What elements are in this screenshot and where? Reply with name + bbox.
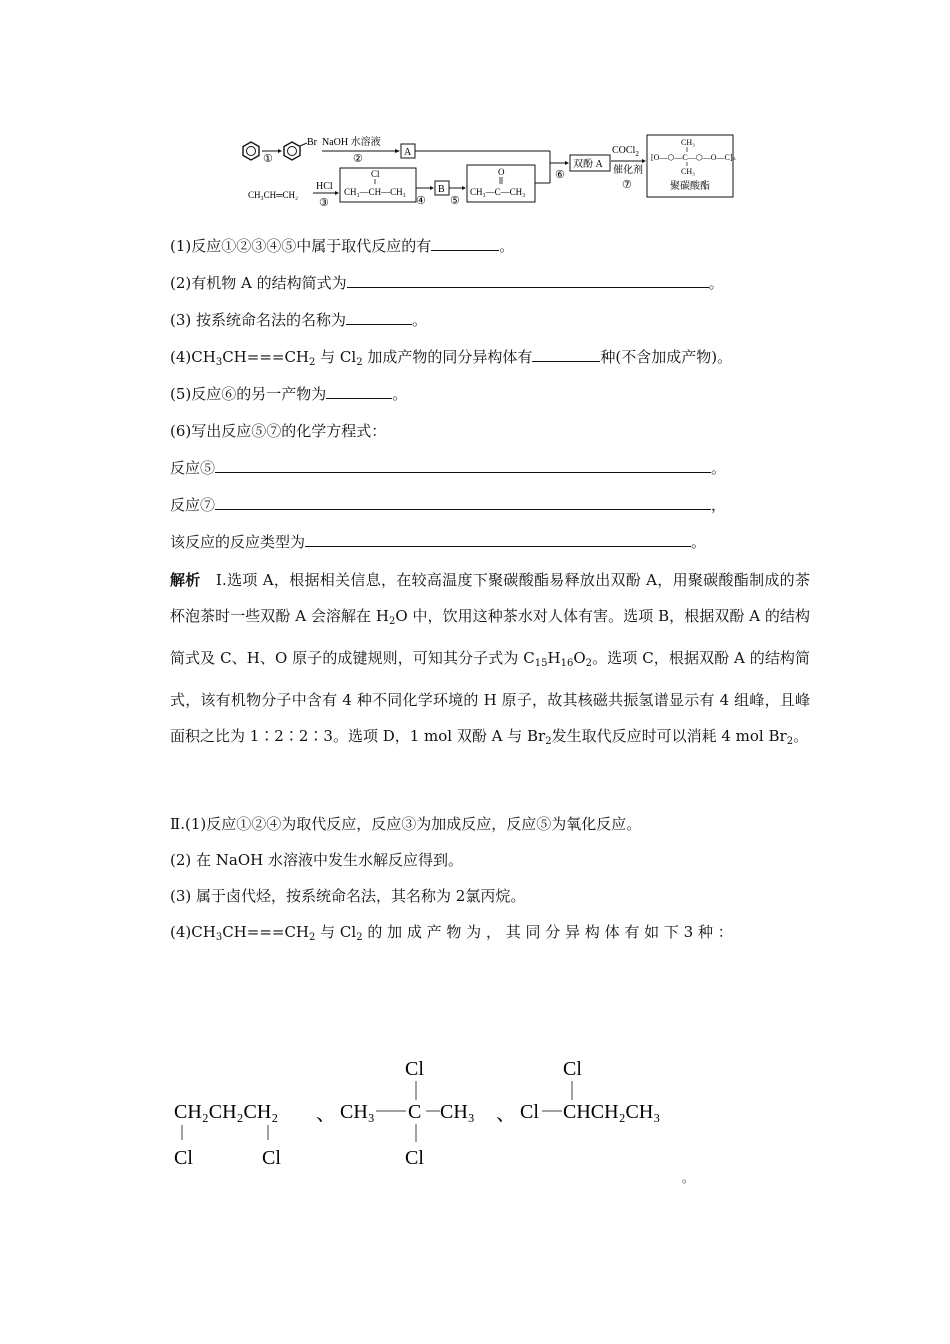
propene-label: CH₃CH═CH₂ xyxy=(248,190,299,200)
hcl-reagent: HCl xyxy=(316,181,333,192)
box-a-label: A xyxy=(404,147,412,158)
catalyst-label: 催化剂 xyxy=(613,165,643,176)
analysis-sub: 2 xyxy=(545,736,552,747)
analysis-label: 解析 xyxy=(170,571,201,589)
isomer-2-center-c: C xyxy=(408,1101,422,1123)
analysis-sub: 2 xyxy=(356,932,363,943)
analysis-sub: 16 xyxy=(560,658,574,669)
answer-blank[interactable] xyxy=(215,495,711,510)
reaction-type-line xyxy=(170,532,706,552)
step-1-label: ① xyxy=(263,153,273,165)
isomer-2-right: CH₃ xyxy=(440,1101,475,1123)
analysis-text: (2) 在 NaOH 水溶液中发生水解反应得到。 xyxy=(170,851,463,869)
analysis-text: 与 Cl xyxy=(315,923,357,941)
q4-end: 种(不含加成产物)。 xyxy=(600,348,733,366)
isomer-1-cl-left: Cl xyxy=(174,1147,193,1169)
question-1-end: 。 xyxy=(499,237,515,255)
question-1-text: (1)反应①②③④⑤中属于取代反应的有 xyxy=(170,237,432,255)
answer-blank[interactable] xyxy=(532,347,600,362)
analysis-text: 。选项 C，根据双酚 A 的结构简式，该有机物分子中含有 4 种不同化学环境的 H 原子，故其核磁共振氢谱显示有 4 组峰，且峰面积之比为 1∶2∶2∶3。选项 D，1 mol 双酚 A 与 Br xyxy=(170,649,810,745)
reaction-7-label: 反应⑦ xyxy=(170,496,216,514)
reaction-7-line xyxy=(170,495,726,515)
reaction-5-line xyxy=(170,458,726,478)
analysis-text: Ⅱ.(1)反应①②④为取代反应，反应③为加成反应，反应⑤为氧化反应。 xyxy=(170,815,642,833)
analysis-sub: 2 xyxy=(309,932,316,943)
polymer-name: 聚碳酸酯 xyxy=(670,181,710,192)
analysis-text: 发生取代反应时可以消耗 4 mol Br xyxy=(551,727,787,745)
analysis-sub: 2 xyxy=(585,658,593,669)
isomer-2-cl-bottom: Cl xyxy=(405,1147,424,1169)
answer-blank[interactable] xyxy=(347,273,709,288)
ketone-chain-label: CH₃—C—CH₃ xyxy=(470,187,526,197)
bromobenzene-ring-icon xyxy=(284,142,300,160)
question-3-text: (3) 按系统命名法的名称为 xyxy=(170,311,347,329)
analysis-text: CH===CH xyxy=(222,923,310,941)
q4-sub-1: 3 xyxy=(215,357,223,368)
naoh-reagent: NaOH 水溶液 xyxy=(322,137,381,148)
q4-sub-3: 2 xyxy=(356,357,363,368)
br-label: Br xyxy=(307,137,317,148)
chloro-cl-label: Cl xyxy=(371,169,380,179)
step-5-label: ⑤ xyxy=(450,195,460,207)
box-b-label: B xyxy=(438,184,445,195)
q4-text-1: (4)CH xyxy=(170,348,216,366)
analysis-text: (3) 属于卤代烃，按系统命名法，其名称为 2氯丙烷。 xyxy=(170,887,526,905)
question-5-end: 。 xyxy=(392,385,408,403)
answer-blank[interactable] xyxy=(215,458,711,473)
reaction-type-label: 该反应的反应类型为 xyxy=(170,533,306,551)
reaction-5-label: 反应⑤ xyxy=(170,459,216,477)
isomer-2-cl-top: Cl xyxy=(405,1058,424,1080)
analysis-sub: 3 xyxy=(215,932,223,943)
benzene-ring-icon xyxy=(243,142,259,160)
analysis-sub: 2 xyxy=(786,736,794,747)
isomer-3-cl-left: Cl xyxy=(520,1101,539,1123)
cocl2-reagent: COCl$_2$ xyxy=(612,145,639,158)
step-2-label: ② xyxy=(353,153,363,165)
analysis-text: 的 加 成 产 物 为 ， 其 同 分 异 构 体 有 如 下 3 种 ： xyxy=(362,923,733,941)
isomer-1-cl-right: Cl xyxy=(262,1147,281,1169)
question-5-text: (5)反应⑥的另一产物为 xyxy=(170,385,327,403)
analysis-line-3 xyxy=(170,850,463,870)
answer-blank[interactable] xyxy=(305,532,691,547)
polymer-ch3-bottom: CH₃ xyxy=(681,167,695,176)
step-4-label: ④ xyxy=(416,195,426,207)
q4-text-2: CH===CH xyxy=(222,348,310,366)
step-3-label: ③ xyxy=(319,197,329,209)
analysis-text: Ⅰ.选项 A，根据相关信息，在较高温度下聚碳酸酯易释放出双酚 A，用聚碳酸酯制成的茶杯泡茶时一些双酚 A 会溶解在 H xyxy=(170,571,810,625)
answer-blank[interactable] xyxy=(326,384,392,399)
ketone-o-label: O xyxy=(498,167,505,177)
end-mark: 。 xyxy=(682,1171,695,1185)
q4-text-4: 加成产物的同分异构体有 xyxy=(362,348,533,366)
question-3 xyxy=(170,310,427,330)
question-2-end: 。 xyxy=(708,274,724,292)
isomer-3-chain: CHCH₂CH₃ xyxy=(563,1101,661,1123)
reaction-5-end: 。 xyxy=(711,459,727,477)
analysis-sub: 15 xyxy=(534,658,548,669)
chloro-chain-label: CH₃—CH—CH₃ xyxy=(344,187,406,197)
isomer-structures xyxy=(170,1050,710,1190)
reaction-7-end: ， xyxy=(711,496,727,514)
isomer-3-cl-top: Cl xyxy=(563,1058,582,1080)
q4-text-3: 与 Cl xyxy=(315,348,357,366)
q4-sub-2: 2 xyxy=(309,357,316,368)
analysis-line-2 xyxy=(170,814,641,834)
answer-blank[interactable] xyxy=(346,310,412,325)
analysis-text: (4)CH xyxy=(170,923,216,941)
reaction-type-end: 。 xyxy=(691,533,707,551)
polymer-chain: [O—⬡—C—⬡—O—C]ₙ xyxy=(651,153,736,162)
separator-2: 、 xyxy=(496,1103,516,1125)
analysis-text: O xyxy=(573,649,586,667)
analysis-line-4 xyxy=(170,886,525,906)
question-2-text: (2)有机物 A 的结构简式为 xyxy=(170,274,347,292)
question-5 xyxy=(170,384,407,404)
question-4 xyxy=(170,347,732,373)
reaction-scheme xyxy=(230,128,750,210)
analysis-text: O 中，饮用这种茶水对人体有害。选项 B，根据双酚 A 的结构简式及 C、H、O 原子的成键规则，可知其分子式为 C xyxy=(170,607,810,667)
question-1 xyxy=(170,236,514,256)
step-6-label: ⑥ xyxy=(555,169,565,181)
question-3-end: 。 xyxy=(412,311,428,329)
analysis-text: H xyxy=(547,649,561,667)
isomer-2-left: CH₃ xyxy=(340,1101,375,1123)
question-6-text: (6)写出反应⑤⑦的化学方程式： xyxy=(170,422,387,440)
answer-blank[interactable] xyxy=(431,236,499,251)
bisphenol-label: 双酚 A xyxy=(573,159,603,170)
analysis-sub: 2 xyxy=(388,616,396,627)
polymer-ch3-top: CH₃ xyxy=(681,138,695,147)
question-6 xyxy=(170,421,386,441)
analysis-paragraph-1 xyxy=(170,562,810,760)
isomer-1-chain: CH₂CH₂CH₂ xyxy=(174,1101,279,1123)
analysis-line-5 xyxy=(170,922,733,948)
separator-1: 、 xyxy=(316,1103,336,1125)
analysis-text: 。 xyxy=(793,727,809,745)
step-7-label: ⑦ xyxy=(622,179,632,191)
question-2 xyxy=(170,273,724,293)
